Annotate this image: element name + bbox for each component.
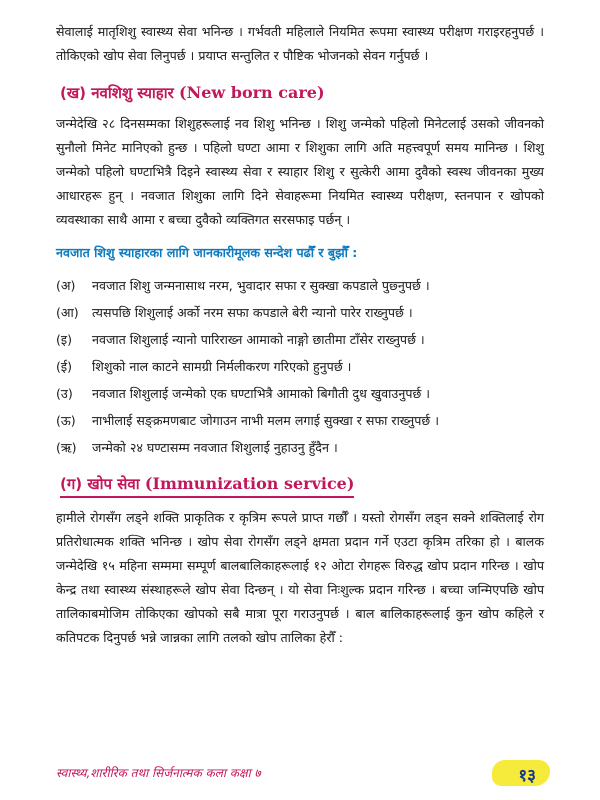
footer-book-title: स्वास्थ्य,शारीरिक तथा सिर्जनात्मक कला कक्षा ७ <box>56 766 261 780</box>
section-kha-paragraph: जन्मेदेखि २८ दिनसम्मका शिशुहरूलाई नव शिशु भनिन्छ । शिशु जन्मेको पहिलो मिनेटलाई उसको जीवनको सुनौलो मिनेट मानिएको हुन्छ । पहिलो घण्टा आमा र शिशुका लागि अति महत्त्वपूर्ण समय मानिन्छ । शिशु जन्मेको पहिलो घण्टाभित्रै दिइने स्वास्थ्य सेवा र स्याहार शिशु र सुत्केरी आमा दुवैको स्वस्थ जीवनका मुख्य आधारहरू हुन् । नवजात शिशुका लागि दिने सेवाहरूमा नियमित स्वास्थ्य परीक्षण, स्तनपान र खोपको व्यवस्थाका साथै आमा र बच्चा दुवैको व्यक्तिगत सरसफाइ पर्छन् । <box>56 116 544 227</box>
list-item-marker: (ऋ) <box>56 440 77 455</box>
section-kha-heading <box>60 82 544 104</box>
list-item-marker: (उ) <box>56 386 73 401</box>
list-item-marker: (ई) <box>56 359 73 374</box>
intro-paragraph: सेवालाई मातृशिशु स्वास्थ्य सेवा भनिन्छ । गर्भवती महिलाले नियमित रूपमा स्वास्थ्य परीक्षण गराइरहनुपर्छ । तोकिएको खोप सेवा लिनुपर्छ । प्रयाप्त सन्तुलित र पौष्टिक भोजनको सेवन गर्नुपर्छ । <box>56 24 544 63</box>
section-ga-paragraph: हामीले रोगसँग लड्ने शक्ति प्राकृतिक र कृत्रिम रूपले प्राप्त गर्छौँ । यस्तो रोगसँग लड्न सक्ने शक्तिलाई रोग प्रतिरोधात्मक शक्ति भनिन्छ । खोप सेवा रोगसँग लड्ने क्षमता प्रदान गर्ने एउटा कृत्रिम तरिका हो । बालक जन्मेदेखि १५ महिना सम्ममा सम्पूर्ण बालबालिकाहरूलाई १२ ओटा रोगहरू विरुद्ध खोप प्रदान गरिन्छ । खोप केन्द्र तथा स्वास्थ्य संस्थाहरूले खोप सेवा दिन्छन् । यो सेवा निःशुल्क प्रदान गरिन्छ । बच्चा जन्मिएपछि खोप तालिकाबमोजिम तोकिएका खोपको सबै मात्रा पूरा गराउनुपर्छ । बाल बालिकाहरूलाई कुन खोप कहिले र कतिपटक दिनुपर्छ भन्ने जान्नका लागि तलको खोप तालिका हेरौँ : <box>56 510 544 645</box>
section-kha-title-en: (New born care) <box>179 83 325 102</box>
section-kha-marker: (ख) <box>60 84 86 102</box>
list-item-marker: (ऊ) <box>56 413 76 428</box>
list-item-text: शिशुको नाल काटने सामग्री निर्मलीकरण गरिएको हुनुपर्छ । <box>92 359 352 374</box>
list-item-marker: (आ) <box>56 305 79 320</box>
list-item-text: जन्मेको २४ घण्टासम्म नवजात शिशुलाई नुहाउनु हुँदैन । <box>92 440 338 455</box>
section-ga-marker: (ग) <box>60 475 83 493</box>
page-footer <box>56 760 544 790</box>
list-item <box>56 434 544 461</box>
section-ga-title-np: खोप सेवा <box>87 475 140 493</box>
list-item-text: त्यसपछि शिशुलाई अर्को नरम सफा कपडाले बेरी न्यानो पारेर राख्नुपर्छ । <box>92 305 413 320</box>
list-item-text: नवजात शिशुलाई जन्मेको एक घण्टाभित्रै आमाको बिगौती दुध खुवाउनुपर्छ । <box>92 386 431 401</box>
section-ga-title-en: (Immunization service) <box>144 474 355 493</box>
list-item-text: नवजात शिशुलाई न्यानो पारिराख्न आमाको नाङ्गो छातीमा टाँसेर राख्नुपर्छ । <box>92 332 425 347</box>
list-item <box>56 407 544 434</box>
list-item <box>56 299 544 326</box>
section-kha-subheading: नवजात शिशु स्याहारका लागि जानकारीमूलक सन्देश पढौँ र बुझौँ : <box>56 245 358 260</box>
list-item-marker: (अ) <box>56 278 76 293</box>
list-item-marker: (इ) <box>56 332 73 347</box>
list-item <box>56 353 544 380</box>
list-item <box>56 380 544 407</box>
list-item-text: नाभीलाई सङ्क्रमणबाट जोगाउन नाभी मलम लगाई सुक्खा र सफा राख्नुपर्छ । <box>92 413 440 428</box>
list-item <box>56 326 544 353</box>
list-item-text: नवजात शिशु जन्मनासाथ नरम, भुवादार सफा र सुक्खा कपडाले पुछ्नुपर्छ । <box>92 278 430 293</box>
list-item <box>56 272 544 299</box>
page-number: १३ <box>518 766 536 786</box>
newborn-care-list <box>56 272 544 461</box>
section-ga-title-box <box>60 473 354 498</box>
section-ga-heading <box>60 473 544 498</box>
section-kha-title-np: नवशिशु स्याहार <box>91 84 174 102</box>
page-content <box>56 20 544 650</box>
